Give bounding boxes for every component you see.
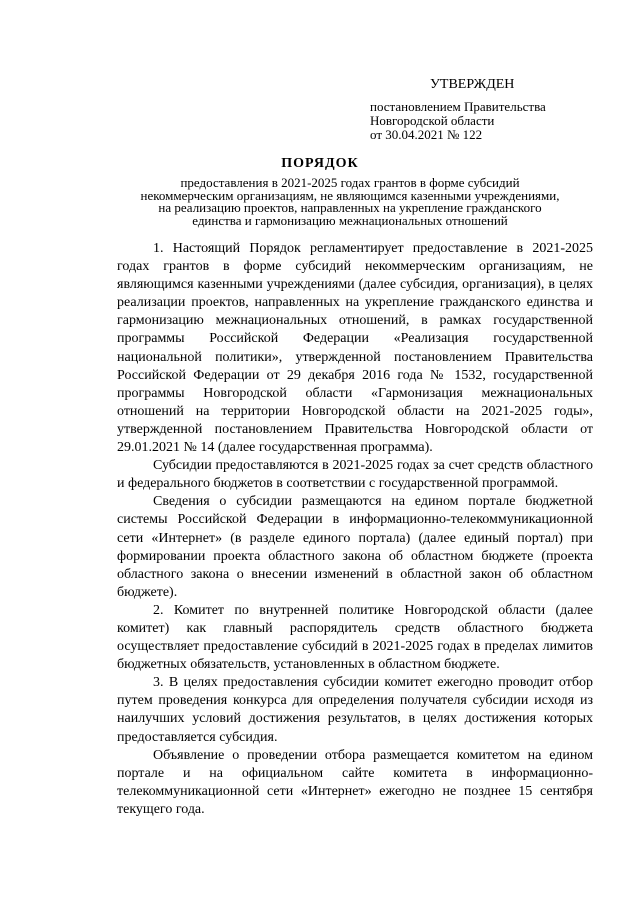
subtitle-line: на реализацию проектов, направленных на укрепление гражданского [158, 200, 542, 215]
approved-label: УТВЕРЖДЕН [430, 77, 515, 92]
paragraph: Объявление о проведении отбора размещается комитетом на едином портале и на официальном сайте комитета в информационно-телекоммуникационной сети «Интернет» ежегодно не позднее 15 сентября текущего года. [117, 747, 593, 817]
paragraph: Субсидии предоставляются в 2021-2025 годах за счет средств областного и федерального бюджетов в соответствии с государственной программой. [117, 458, 593, 492]
document-body [117, 240, 593, 819]
paragraph: 3. В целях предоставления субсидии комитет ежегодно проводит отбор путем проведения конкурса для определения получателя субсидии исходя из наилучших условий достижения результатов, в целях достижения которых предоставляется субсидия. [117, 675, 593, 745]
subtitle-line: предоставления в 2021-2025 годах грантов в форме субсидий [180, 175, 520, 190]
subtitle-line: некоммерческим организациям, не являющимся казенными учреждениями, [140, 187, 560, 203]
subtitle-line: единства и гармонизацию межнациональных отношений [192, 212, 508, 228]
paragraph: 1. Настоящий Порядок регламентирует предоставление в 2021-2025 годах грантов в форме субсидий некоммерческим организациям, не являющимся казенными учреждениями (далее субсидия, организация), в целях реализации проектов, направленных на укрепление гражданского единства и гармонизацию межнациональных отношений, в рамках государственной программы Российской Федерации «Реализация государственной национальной политики», утвержденной постановлением Правительства Российской Федерации от 29 декабря 2016 года № 1532, государственной программы Новгородской области «Гармонизация межнациональных отношений на территории Новгородской области на 2021-2025 годы», утвержденной постановлением Правительства Новгородской области от 29.01.2021 № 14 (далее государственная программа). [117, 241, 593, 456]
paragraph: Сведения о субсидии размещаются на едином портале бюджетной системы Российской Федерации в информационно-телекоммуникационной сети «Интернет» (в разделе единого портала) (далее единый портал) при формировании проекта областного закона об областном бюджете (проекта областного закона о внесении изменений в областной закон об областном бюджете). [117, 494, 593, 600]
approval-line: от 30.04.2021 № 122 [370, 127, 483, 142]
paragraph: 2. Комитет по внутренней политике Новгородской области (далее комитет) как главный распорядитель средств областного бюджета осуществляет предоставление субсидий в 2021-2025 годах в пределах лимитов бюджетных обязательств, установленных в областном бюджете. [117, 602, 593, 673]
approval-block [370, 78, 600, 142]
approval-line: Новгородской области [370, 113, 495, 128]
document-title: ПОРЯДОК [281, 156, 359, 171]
document-subtitle [120, 177, 580, 227]
approval-line: постановлением Правительства [370, 99, 546, 114]
